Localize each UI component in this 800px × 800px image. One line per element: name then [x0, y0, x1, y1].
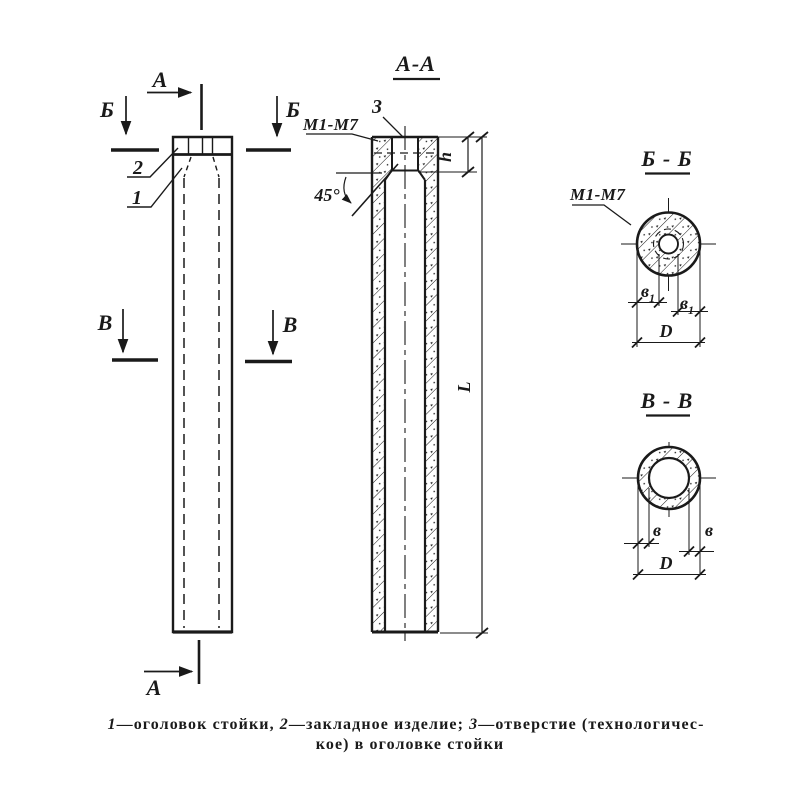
- hole-leader-label: 3: [372, 96, 382, 118]
- post-outline: [173, 137, 232, 632]
- right-wall-hatch: [418, 137, 438, 632]
- front-view: [97, 67, 300, 700]
- cut-label-v-right: В: [282, 312, 298, 337]
- embed-range-label-bb: М1-М7: [570, 185, 626, 204]
- part-leader-1: 1: [132, 187, 142, 209]
- part-leader-2: 2: [133, 157, 143, 179]
- hollow-core-vv: [649, 458, 689, 498]
- dim-h-label: h: [435, 151, 455, 163]
- dim-l-label: L: [454, 381, 474, 393]
- dim-d-label-bb: D: [659, 321, 673, 341]
- section-b-b-title: Б - Б: [641, 146, 693, 171]
- section-b-b: [569, 146, 716, 348]
- caption-line-1: 1—оголовок стойки, 2—закладное изделие; 3—отверстие (технологичес-: [107, 716, 705, 733]
- cut-label-b-right: Б: [286, 97, 300, 122]
- dim-b-right-label: в: [704, 520, 714, 540]
- section-v-v: [622, 388, 716, 580]
- caption-line-2: кое) в оголовке стойки: [315, 736, 505, 753]
- dim-b1-left-label: $в_1$: [641, 281, 656, 305]
- chamfer-angle-label: 45°: [314, 185, 340, 205]
- figure-caption: [107, 716, 704, 753]
- head-embed-lines: [189, 138, 213, 154]
- dim-b-left-label: в: [652, 520, 662, 540]
- cut-label-v-left: В: [97, 310, 113, 335]
- section-v-v-title: В - В: [640, 388, 694, 413]
- hole-leader-line: [383, 117, 403, 137]
- center-hole-bb: [659, 235, 678, 254]
- cut-label-a-top: А: [152, 67, 168, 92]
- cut-label-b-left: Б: [100, 97, 114, 122]
- embed-range-label-aa: М1-М7: [303, 115, 359, 134]
- cut-label-a-bottom: А: [146, 675, 162, 700]
- section-a-a-title: А-А: [396, 51, 436, 76]
- dim-d-label-vv: D: [659, 553, 673, 573]
- hidden-taper-lines: [184, 157, 219, 177]
- section-a-a: [302, 51, 488, 641]
- embed-leader-line-bb: [572, 205, 631, 225]
- dim-b1-right-label: $в_1$: [680, 293, 695, 317]
- angle-arc-arrow: [344, 177, 351, 203]
- embed-leader-line-aa: [306, 134, 378, 141]
- left-wall-hatch: [372, 137, 392, 632]
- hidden-core-lines: [184, 178, 219, 628]
